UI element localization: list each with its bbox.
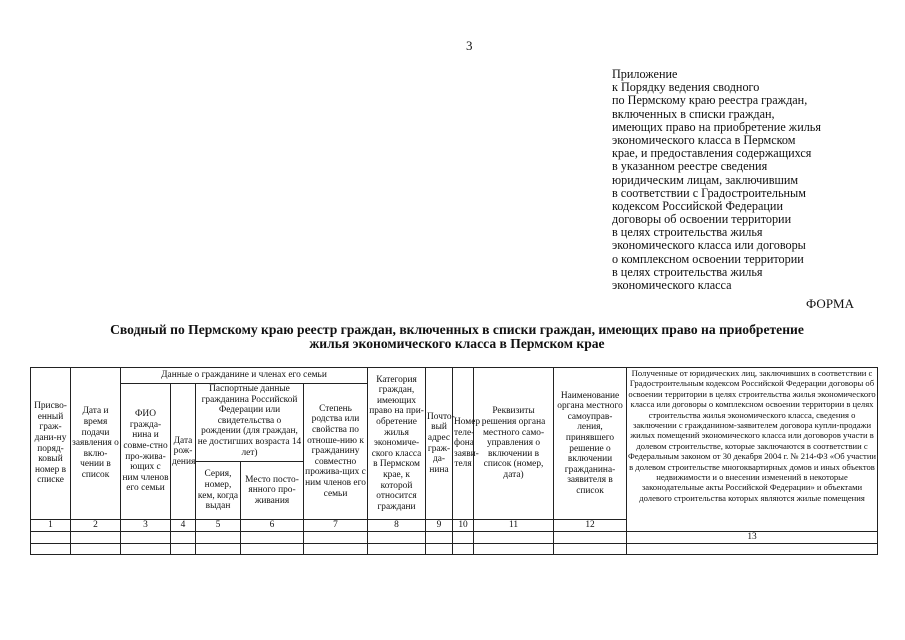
- empty-cell: [241, 543, 304, 554]
- appendix-line: в соответствии с Градостроительным: [612, 185, 806, 200]
- empty-cell: [368, 543, 426, 554]
- column-number: 6: [241, 520, 304, 532]
- column-number: 7: [304, 520, 368, 532]
- header-col-13: Полученные от юридических лиц, заключивших в соответствии с Градостроительным кодексом Российской Федерации договоры об освоении территории в целях строительства жилья экономического класса или договоры о комплексном освоении территории в целях строительства жилья экономического класса, сведения о заключении с гражданином-заявителем договора купли-продажи жилых помещений экономического класса или договоров участи в долевом строительстве, которые заключаются в соответствии с Федеральным законом от 30 декабря 2004 г. № 214-ФЗ «Об участии в долевом строительстве многоквартирных домов и иных объектов недвижимости и о внесении изменений в некоторые законодательные акты Российской Федерации» и объектами долевого строительства которых являются жилые помещения: [627, 368, 878, 532]
- empty-cell: [453, 532, 474, 544]
- page-number: 3: [466, 38, 473, 53]
- appendix-line: к Порядку ведения сводного: [612, 80, 760, 95]
- appendix-line: кодексом Российской Федерации: [612, 198, 783, 213]
- appendix-line: крае, и предоставления содержащихся: [612, 146, 812, 161]
- appendix-line: экономического класса или договоры: [612, 238, 806, 253]
- empty-cell: [71, 543, 121, 554]
- header-col-1: Присво-енный граж-дани-ну поряд-ковый номер в списке: [31, 368, 71, 520]
- header-col-7: Степень родства или свойства по отноше-нию к гражданину совместно прожива-щих с ним членов его семьи: [304, 384, 368, 520]
- appendix-line: включенных в списки граждан,: [612, 106, 775, 121]
- column-number: 4: [171, 520, 196, 532]
- column-number: 12: [554, 520, 627, 532]
- title-line-2: жилья экономического класса в Пермском крае: [309, 336, 605, 351]
- empty-cell: [196, 543, 241, 554]
- column-number: 9: [426, 520, 453, 532]
- header-group-passport: Паспортные данные гражданина Российской Федерации или свидетельства о рождении (для граждан, не достигших возраста 14 лет): [196, 384, 304, 462]
- appendix-line: экономического класса в Пермском: [612, 132, 796, 147]
- empty-cell: [474, 532, 554, 544]
- appendix-line: в целях строительства жилья: [612, 264, 763, 279]
- title-line-1: Сводный по Пермскому краю реестр граждан, включенных в списки граждан, имеющих право на приобретение: [110, 322, 804, 337]
- header-col-10: Номер теле-фона заяви-теля: [453, 368, 474, 520]
- empty-cell: [304, 532, 368, 544]
- column-number: 3: [121, 520, 171, 532]
- header-group-citizen-data: Данные о гражданине и членах его семьи: [121, 368, 368, 384]
- appendix-line: по Пермскому краю реестра граждан,: [612, 93, 808, 108]
- column-number: 5: [196, 520, 241, 532]
- column-number: 11: [474, 520, 554, 532]
- column-number: 1: [31, 520, 71, 532]
- appendix-header: [612, 68, 872, 292]
- header-col-12: Наименование органа местного самоуправ-ления, принявшего решение о включении гражданина-заявителя в список: [554, 368, 627, 520]
- appendix-line: имеющих право на приобретение жилья: [612, 119, 821, 134]
- header-col-2: Дата и время подачи заявления о вклю-чении в список: [71, 368, 121, 520]
- header-col-4: Дата рож-дения: [171, 384, 196, 520]
- appendix-line: экономического класса: [612, 278, 732, 292]
- column-number: 13: [627, 532, 878, 544]
- header-col-3: ФИО гражда-нина и совме-стно про-жива-ющих с ним членов его семьи: [121, 384, 171, 520]
- empty-cell: [31, 532, 71, 544]
- column-number: 10: [453, 520, 474, 532]
- form-label: ФОРМА: [806, 296, 854, 311]
- document-title: [40, 323, 874, 351]
- column-number: 2: [71, 520, 121, 532]
- empty-cell: [304, 543, 368, 554]
- empty-cell: [554, 543, 627, 554]
- empty-cell: [426, 543, 453, 554]
- appendix-line: в целях строительства жилья: [612, 225, 763, 240]
- header-col-11: Реквизиты решения органа местного само-управления о включении в список (номер, дата): [474, 368, 554, 520]
- empty-data-row: [31, 543, 878, 554]
- empty-cell: [121, 543, 171, 554]
- appendix-line: договоры об освоении территории: [612, 212, 792, 227]
- header-col-6: Место посто-янного про-живания: [241, 462, 304, 520]
- column-number: 8: [368, 520, 426, 532]
- registry-table: [30, 367, 878, 555]
- appendix-line: юридическим лицам, заключившим: [612, 172, 799, 187]
- empty-cell: [554, 532, 627, 544]
- empty-data-row: [31, 532, 878, 544]
- header-col-5: Серия, номер, кем, когда выдан: [196, 462, 241, 520]
- empty-cell: [241, 532, 304, 544]
- header-col-8: Категория граждан, имеющих право на при-обретение жилья экономиче-ского класса в Пермском крае, к которой относится граждани: [368, 368, 426, 520]
- empty-cell: [474, 543, 554, 554]
- empty-cell: [31, 543, 71, 554]
- empty-cell: [171, 532, 196, 544]
- empty-cell: [171, 543, 196, 554]
- empty-cell: [426, 532, 453, 544]
- empty-cell: [627, 543, 878, 554]
- empty-cell: [71, 532, 121, 544]
- empty-cell: [196, 532, 241, 544]
- empty-cell: [453, 543, 474, 554]
- appendix-line: в указанном реестре сведения: [612, 159, 768, 174]
- empty-cell: [368, 532, 426, 544]
- appendix-line: Приложение: [612, 67, 678, 81]
- appendix-line: о комплексном освоении территории: [612, 251, 804, 266]
- empty-cell: [121, 532, 171, 544]
- header-col-9: Почто-вый адрес граж-да-нина: [426, 368, 453, 520]
